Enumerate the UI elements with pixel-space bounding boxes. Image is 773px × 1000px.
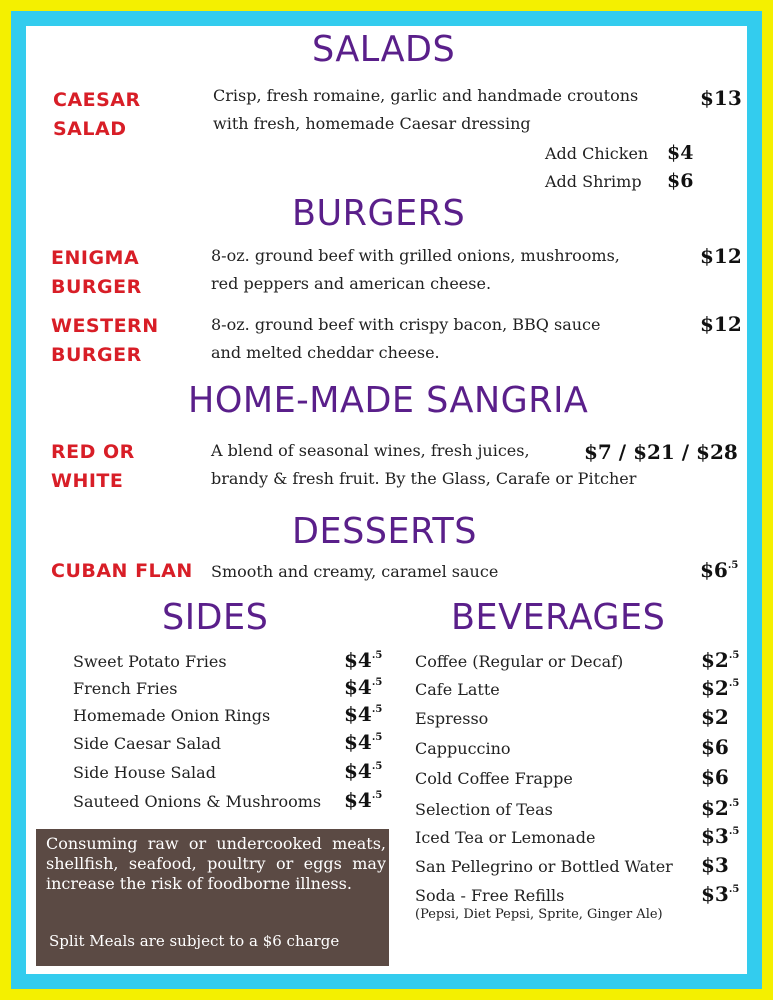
enigma-burger-desc: 8-oz. ground beef with grilled onions, mushrooms, red peppers and american cheese. (211, 246, 620, 293)
beverage-item-label: Cold Coffee Frappe (415, 769, 573, 788)
beverage-item-price: $6 (701, 735, 729, 759)
sangria-price: $7 / $21 / $28 (584, 440, 738, 464)
western-burger-price: $12 (700, 312, 742, 336)
beverage-item-price: $2 (701, 705, 729, 729)
sangria-desc: A blend of seasonal wines, fresh juices, brandy & fresh fruit. By the Glass, Carafe or Pitcher (211, 441, 637, 488)
side-item-label: Side Caesar Salad (73, 734, 222, 753)
foodborne-warning: Consuming raw or undercooked meats, shellfish, seafood, poultry or eggs may increase the risk of foodborne illness. (46, 834, 386, 893)
western-burger-desc: 8-oz. ground beef with crispy bacon, BBQ sauce and melted cheddar cheese. (211, 315, 601, 362)
side-item-label: Side House Salad (73, 763, 216, 782)
cuban-flan-price: $\$6^{.5}$ (700, 558, 739, 582)
beverages-heading: BEVERAGES (451, 597, 666, 639)
beverage-item-price: $6 (701, 765, 729, 789)
beverage-item-label: San Pellegrino or Bottled Water (415, 857, 673, 876)
beverage-item-price: $\$2^{.5}$ (701, 676, 740, 700)
enigma-burger-name: ENIGMA BURGER (51, 247, 142, 298)
side-item-price: $\$4^{.5}$ (344, 702, 383, 726)
split-meal-notice: Split Meals are subject to a $6 charge (49, 932, 340, 950)
side-item-price: $\$4^{.5}$ (344, 730, 383, 754)
beverage-item-price: $\$2^{.5}$ (701, 796, 740, 820)
beverage-item-price: $\$3^{.5}$ (701, 882, 740, 906)
burgers-heading: BURGERS (292, 193, 466, 235)
addon-shrimp-label: Add Shrimp (545, 172, 642, 191)
cuban-flan-name: CUBAN FLAN (51, 560, 193, 582)
side-item-price: $\$4^{.5}$ (344, 648, 383, 672)
sangria-heading: HOME-MADE SANGRIA (188, 380, 589, 422)
menu-page (26, 26, 747, 974)
side-item-price: $\$4^{.5}$ (344, 675, 383, 699)
addon-shrimp-price: $6 (667, 170, 694, 192)
caesar-salad-price: $13 (700, 86, 742, 110)
side-item-label: Homemade Onion Rings (73, 706, 271, 725)
beverage-item-price: $\$2^{.5}$ (701, 648, 740, 672)
enigma-burger-price: $12 (700, 244, 742, 268)
beverage-item-label: Coffee (Regular or Decaf) (415, 652, 624, 671)
salads-heading: SALADS (312, 29, 456, 71)
beverage-item-label: Cappuccino (415, 739, 511, 758)
side-item-label: French Fries (73, 679, 178, 698)
sides-heading: SIDES (162, 597, 269, 639)
soda-note: (Pepsi, Diet Pepsi, Sprite, Ginger Ale) (415, 907, 663, 922)
caesar-salad-desc: Crisp, fresh romaine, garlic and handmade croutons with fresh, homemade Caesar dressing (213, 86, 639, 133)
caesar-salad-name: CAESAR SALAD (53, 89, 141, 140)
western-burger-name: WESTERN BURGER (51, 315, 159, 366)
beverage-item-price: $3 (701, 853, 729, 877)
beverage-item-label: Cafe Latte (415, 680, 500, 699)
sangria-name: RED OR WHITE (51, 441, 135, 492)
side-item-price: $\$4^{.5}$ (344, 759, 383, 783)
beverage-item-price: $\$3^{.5}$ (701, 824, 740, 848)
addon-chicken-price: $4 (667, 142, 694, 164)
desserts-heading: DESSERTS (292, 511, 477, 553)
beverage-item-label: Espresso (415, 709, 489, 728)
side-item-label: Sauteed Onions & Mushrooms (73, 792, 322, 811)
side-item-price: $\$4^{.5}$ (344, 788, 383, 812)
beverage-item-label: Selection of Teas (415, 800, 553, 819)
beverage-item-label: Iced Tea or Lemonade (415, 828, 596, 847)
cuban-flan-desc: Smooth and creamy, caramel sauce (211, 562, 499, 581)
addon-chicken-label: Add Chicken (545, 144, 649, 163)
notice-box (36, 829, 389, 966)
side-item-label: Sweet Potato Fries (73, 652, 227, 671)
beverage-item-label: Soda - Free Refills (415, 886, 565, 905)
